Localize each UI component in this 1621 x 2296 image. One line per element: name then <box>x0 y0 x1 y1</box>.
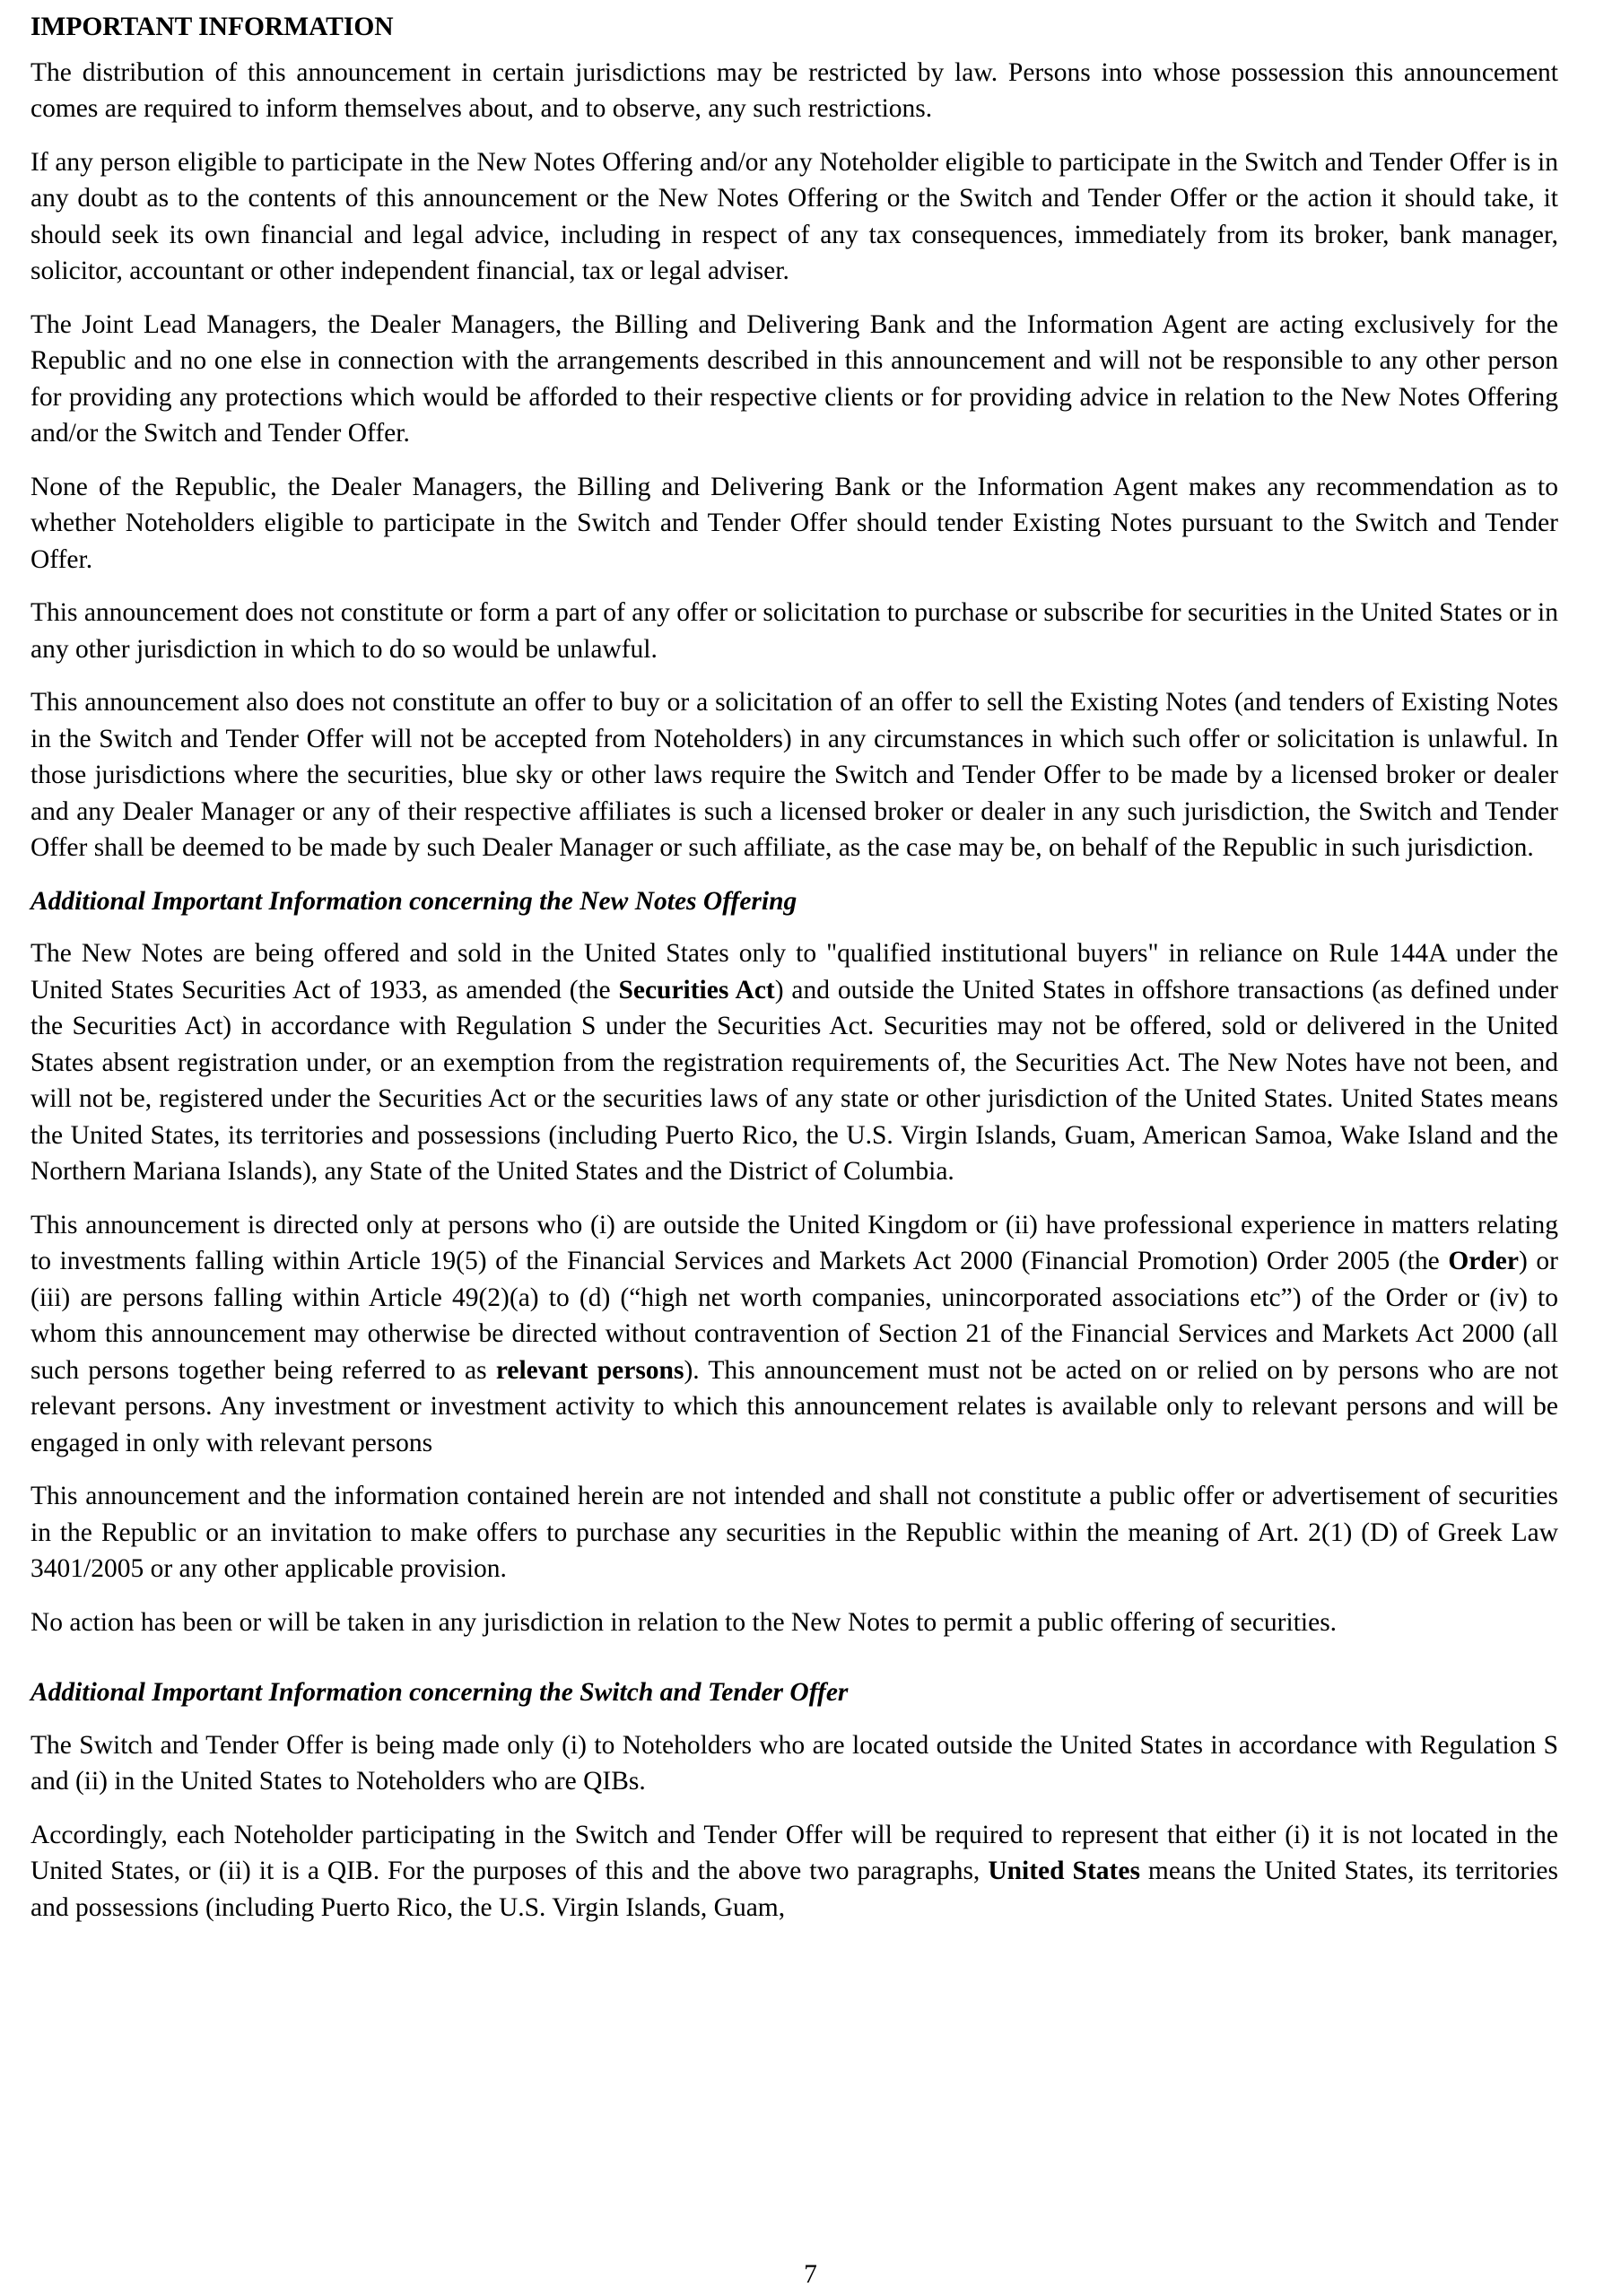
subheading-switch-tender: Additional Important Information concerning the Switch and Tender Offer <box>31 1678 849 1707</box>
text-run: This announcement is directed only at persons who (i) are outside the United Kingdom or (ii) have professional experience in matters relating to investments falling within Article 19(5) of the Financial Services and Markets Act 2000 (Financial Promotion) Order 2005 (the <box>31 1210 1558 1275</box>
text-run: ) or (iii) are persons falling within Article 49(2)(a) to (d) (“high net worth companies, unincorporated associations etc”) of the Order or (iv) to whom this announcement may otherwise be directed without contravention of Section 21 of the Financial Services and Markets Act 2000 (all such persons together being referred to as <box>31 1247 1558 1385</box>
paragraph-qib <box>31 1817 1558 1926</box>
defined-term: Securities Act <box>618 975 775 1004</box>
paragraph-no-offer: This announcement does not constitute or form a part of any offer or solicitation to purchase or subscribe for securities in the United States or in any other jurisdiction in which to do so would be unlawful. <box>31 598 1558 664</box>
section-heading: IMPORTANT INFORMATION <box>31 13 394 41</box>
text-run: means the United States, its territories and possessions (including Puerto Rico, the U.S. Virgin Islands, Guam, <box>31 1857 1559 1922</box>
text-run: The New Notes are being offered and sold in the United States only to "qualified institutional buyers" in reliance on Rule 144A under the United States Securities Act of 1933, as amended (the <box>31 939 1558 1004</box>
defined-term: Order <box>1448 1247 1519 1275</box>
text-run: ) and outside the United States in offshore transactions (as defined under the Securities Act) in accordance with Regulation S under the Securities Act. Securities may not be offered, sold or delivered in the United States absent registration under, or an exemption from the registration requirements of, the Securities Act. The New Notes have not been, and will not be, registered under the Securities Act or the securities laws of any state or other jurisdiction of the United States. United States means the United States, its territories and possessions (including Puerto Rico, the U.S. Virgin Islands, Guam, American Samoa, Wake Island and the Northern Mariana Islands), any State of the United States and the District of Columbia. <box>31 975 1558 1186</box>
defined-term: United States <box>988 1857 1140 1885</box>
defined-term: relevant persons <box>495 1355 684 1385</box>
text-run: ). This announcement must not be acted on or relied on by persons who are not relevant persons. Any investment or investment activity to which this announcement relates is available only to relevant persons and will be engaged in only with relevant persons <box>31 1355 1558 1457</box>
paragraph-regulation-s: The Switch and Tender Offer is being made only (i) to Noteholders who are located outside the United States in accordance with Regulation S and (ii) in the United States to Noteholders who are QIBs. <box>31 1730 1558 1796</box>
paragraph-advice: If any person eligible to participate in the New Notes Offering and/or any Noteholder eligible to participate in the Switch and Tender Offer is in any doubt as to the contents of this announcement or the New Notes Offering or the Switch and Tender Offer or the action it should take, it should seek its own financial and legal advice, including in respect of any tax consequences, immediately from its broker, bank manager, solicitor, accountant or other independent financial, tax or legal adviser. <box>31 147 1558 285</box>
paragraph-securities-act <box>31 935 1558 1190</box>
subheading-new-notes: Additional Important Information concerning the New Notes Offering <box>31 886 797 916</box>
text-run: Accordingly, each Noteholder participating in the Switch and Tender Offer will be required to represent that either (i) it is not located in the United States, or (ii) it is a QIB. For the purposes of this and the above two paragraphs, <box>31 1820 1558 1885</box>
paragraph-managers: The Joint Lead Managers, the Dealer Managers, the Billing and Delivering Bank and the Information Agent are acting exclusively for the Republic and no one else in connection with the arrangements described in this announcement and will not be responsible to any other person for providing any protections which would be afforded to their respective clients or for providing advice in relation to the New Notes Offering and/or the Switch and Tender Offer. <box>31 309 1558 448</box>
paragraph-solicitation: This announcement also does not constitute an offer to buy or a solicitation of an offer to sell the Existing Notes (and tenders of Existing Notes in the Switch and Tender Offer will not be accepted from Noteholders) in any circumstances in which such offer or solicitation is unlawful. In those jurisdictions where the securities, blue sky or other laws require the Switch and Tender Offer to be made by a licensed broker or dealer and any Dealer Manager or any of their respective affiliates is such a licensed broker or dealer in any such jurisdiction, the Switch and Tender Offer shall be deemed to be made by such Dealer Manager or such affiliate, as the case may be, on behalf of the Republic in such jurisdiction. <box>31 688 1558 862</box>
paragraph-distribution: The distribution of this announcement in certain jurisdictions may be restricted by law. Persons into whose possession this announcement comes are required to inform themselves about, and to observe, any such restrictions. <box>31 57 1558 123</box>
paragraph-greek-law: This announcement and the information contained herein are not intended and shall not constitute a public offer or advertisement of securities in the Republic or an invitation to make offers to purchase any securities in the Republic within the meaning of Art. 2(1) (D) of Greek Law 3401/2005 or any other applicable provision. <box>31 1482 1558 1583</box>
paragraph-recommendation: None of the Republic, the Dealer Managers, the Billing and Delivering Bank or the Information Agent makes any recommendation as to whether Noteholders eligible to participate in the Switch and Tender Offer should tender Existing Notes pursuant to the Switch and Tender Offer. <box>31 472 1558 574</box>
paragraph-relevant-persons <box>31 1207 1558 1462</box>
paragraph-no-action: No action has been or will be taken in any jurisdiction in relation to the New Notes to permit a public offering of securities. <box>31 1607 1338 1637</box>
page-number: 7 <box>804 2260 817 2289</box>
